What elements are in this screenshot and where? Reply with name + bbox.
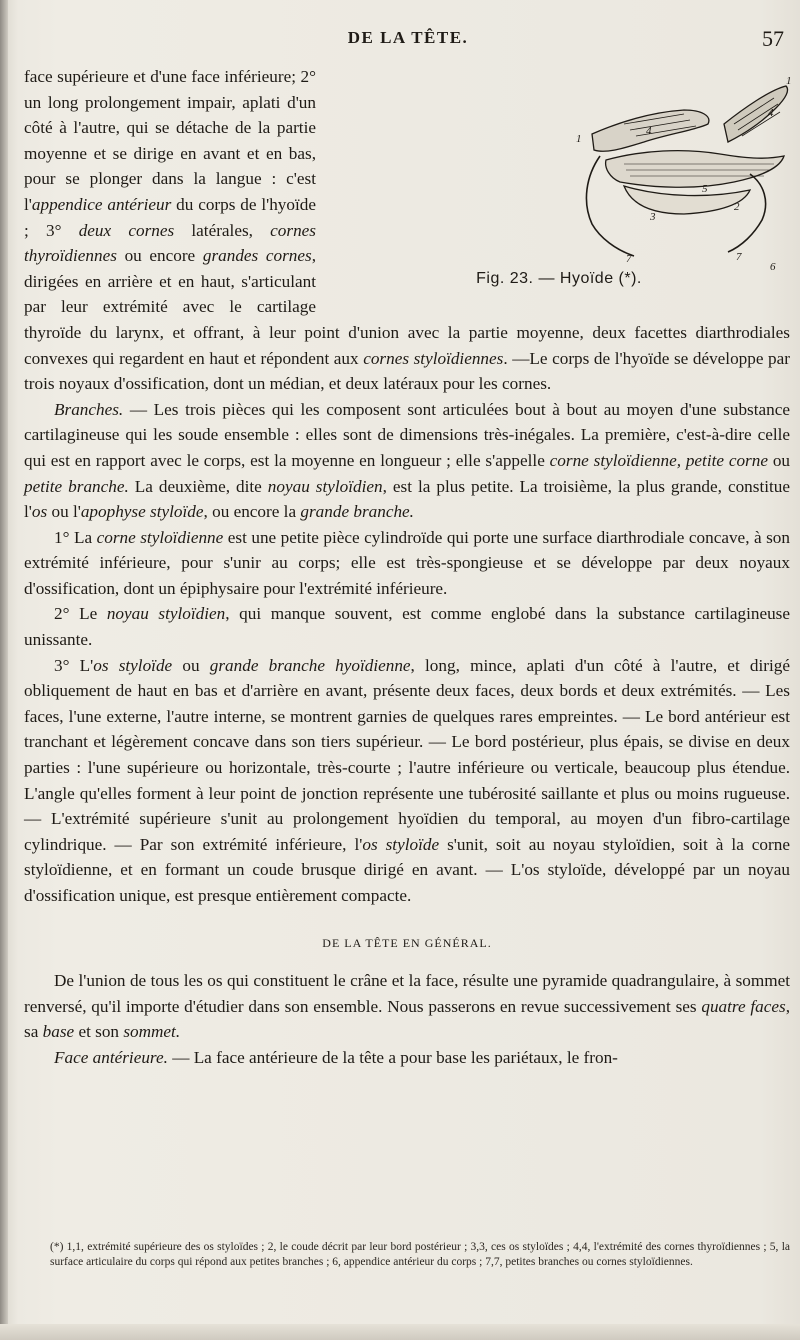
text-run: ou l' [47, 502, 81, 522]
italic-text-run: noyau styloïdien [267, 476, 383, 496]
svg-text:7: 7 [736, 251, 742, 263]
section-heading: DE LA TÊTE EN GÉNÉRAL. [322, 935, 492, 950]
italic-text-run: cornes styloïdiennes [363, 348, 504, 368]
text-run: La deuxième, dite [128, 476, 268, 496]
svg-text:2: 2 [734, 201, 740, 213]
italic-text-run: os [31, 502, 48, 522]
svg-text:4: 4 [646, 125, 652, 137]
text-run: , dirigées en arrière et en haut, s'articulant par leur extrémité avec le cartilage thyroïde du larynx, et offrant, à leur point d'union avec la partie moyenne, deux facettes diarthrodiales convexes qui regardent en haut et répondent aux [24, 246, 790, 368]
text-run: 1° La [54, 527, 97, 547]
footnote: (*) 1,1, extrémité supérieure des os styloïdes ; 2, le coude décrit par leur bord postérieur ; 3,3, ces os styloïdes ; 4,4, l'extrémité des cornes thyroïdiennes ; 5, la surface articulaire du corps qui répond aux petites branches ; 6, appendice antérieur du corps ; 7,7, petites branches ou cornes styloïdiennes. [50, 1241, 790, 1268]
italic-text-run: corne styloïdienne, petite corne [549, 450, 768, 470]
svg-text:1: 1 [576, 133, 582, 145]
italic-text-run: base [42, 1022, 75, 1042]
text-run: est une petite pièce cylindroïde qui porte une surface diarthrodiale concave, à son extrémité inférieure, pour s'unir au corps; elle est très-spongieuse et se développe par deux noyaux d'ossification, dont un épiphysaire pour l'extrémité inférieure. [24, 527, 790, 598]
italic-text-run: petite branche. [24, 476, 129, 496]
page-number: 57 [762, 26, 784, 51]
italic-text-run: quatre faces [701, 996, 786, 1016]
paragraph [24, 1045, 790, 1071]
paragraph [24, 601, 790, 652]
svg-text:7: 7 [626, 253, 632, 265]
italic-text-run: os styloïde [93, 655, 173, 675]
italic-text-run: os styloïde [362, 834, 440, 854]
text-run: — Les trois pièces qui les composent sont articulées bout à bout au moyen d'une substance cartilagineuse qui les soude ensemble : elles sont de dimensions très-inégales. La première, c'est-à-dire celle qui est en rapport avec le corps, est la moyenne en longueur ; elle s'appelle [24, 399, 790, 470]
book-spine-shadow [0, 0, 8, 1340]
text-run: , qui manque souvent, est comme englobé dans la substance cartilagineuse unissante. [24, 604, 790, 650]
italic-text-run: grande branche hyoïdienne [209, 655, 411, 675]
svg-text:1: 1 [786, 75, 792, 87]
svg-text:4: 4 [768, 107, 774, 119]
italic-text-run: deux cornes [78, 220, 175, 240]
paragraph [24, 968, 790, 1045]
svg-text:3: 3 [650, 211, 656, 223]
text-run: , sa [24, 996, 790, 1042]
text-run: . —Le corps de l'hyoïde se développe par trois noyaux d'ossification, dont un médian, et deux latéraux pour les cornes. [24, 348, 791, 394]
text-run: face supérieure et d'une face inférieure; 2° un long prolongement impair, aplati d'un côté à l'autre, qui se détache de la partie moyenne et se dirige en avant et en bas, pour se plonger dans la langue : c'est l' [24, 67, 316, 214]
italic-text-run: appendice antérieur [31, 194, 172, 214]
text-run: 3° L' [54, 655, 94, 675]
running-title: DE LA TÊTE. [347, 28, 469, 47]
italic-text-run: cornes thyroïdiennes [24, 220, 316, 266]
hyoid-figure [324, 64, 794, 296]
italic-text-run: apophyse styloïde [80, 502, 204, 522]
text-run: De l'union de tous les os qui constituent le crâne et la face, résulte une pyramide quadrangulaire, à sommet renversé, qu'il importe d'étudier dans son ensemble. Nous passerons en revue successivement ses [24, 971, 790, 1016]
svg-text:5: 5 [702, 183, 708, 195]
page-header [24, 28, 792, 58]
text-run: s'unit, soit au noyau styloïdien, soit à la corne styloïdienne, et en formant un coude brusque dirigé en avant. — L'os styloïde, développé par un noyau d'ossification unique, est presque entièrement compacte. [24, 834, 790, 905]
paragraph [24, 525, 790, 602]
svg-text:6: 6 [770, 261, 776, 273]
text-run: , ou encore la [203, 502, 301, 522]
text-run: du corps de l'hyoïde ; 3° [24, 194, 316, 240]
italic-text-run: grandes cornes [202, 246, 312, 266]
italic-text-run: Branches. [54, 399, 124, 419]
hyoid-bone-illustration [324, 64, 794, 296]
italic-text-run: sommet. [123, 1022, 181, 1042]
italic-text-run: noyau styloïdien [106, 604, 226, 624]
paragraph [24, 653, 790, 909]
text-run: , est la plus petite. La troisième, la plus grande, constitue l' [24, 476, 790, 522]
text-run: et son [74, 1022, 124, 1042]
text-run: , long, mince, aplati d'un côté à l'autre, et dirigé obliquement de haut en bas et d'arrière en avant, présente deux faces, deux bords et deux extrémités. — Les faces, l'une externe, l'autre interne, se montrent garnies de quelques rares empreintes. — Le bord antérieur est tranchant et légèrement concave dans son tiers supérieur. — Le bord postérieur, plus épais, se divise en deux parties : l'une supérieure ou horizontale, très-courte ; l'autre inférieure ou verticale, beaucoup plus étendue. L'angle qu'elles forment à leur point de jonction représente une tubérosité saillante et plus ou moins rugueuse. — L'extrémité supérieure s'unit au prolongement hyoïdien du temporal, au moyen d'un fibro-cartilage cylindrique. — Par son extrémité inférieure, l' [24, 655, 790, 854]
figure-caption: Fig. 23. — Hyoïde (*). [476, 270, 642, 288]
text-run: 2° Le [54, 604, 107, 624]
italic-text-run: corne styloïdienne [96, 527, 224, 547]
text-run: latérales, [174, 220, 271, 240]
italic-text-run: Face antérieure. [54, 1047, 168, 1067]
page-body [24, 64, 790, 1071]
italic-text-run: grande branche. [300, 502, 414, 522]
text-run: ou [767, 450, 791, 470]
text-run: — La face antérieure de la tête a pour base les pariétaux, le fron- [167, 1047, 618, 1067]
text-run: ou [172, 655, 210, 675]
text-run: ou encore [116, 246, 203, 266]
page-bottom-edge [0, 1324, 800, 1340]
paragraph [24, 397, 790, 525]
paragraph-block-2 [24, 968, 790, 1070]
